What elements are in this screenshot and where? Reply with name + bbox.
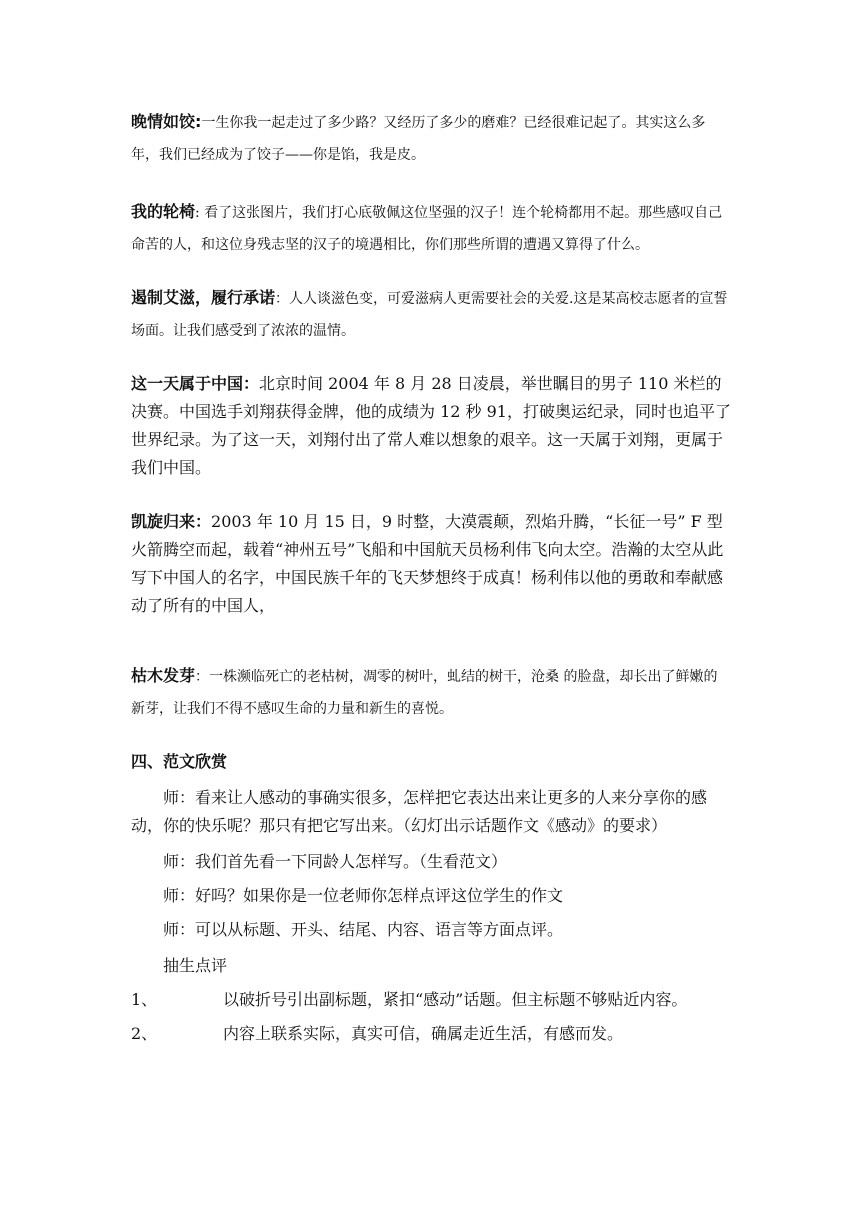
paragraph-text: : 看了这张图片，我们打心底敬佩这位坚强的汉子！连个轮椅都用不起。那些感叹自己命苦的人，和这位身残志坚的汉子的境遇相比，你们那些所谓的遭遇又算得了什么。 <box>131 205 723 253</box>
paragraph-label: 这一天属于中国： <box>131 374 260 393</box>
paragraph-triumphant-return <box>131 508 731 620</box>
paragraph-aids-pledge <box>131 282 731 347</box>
paragraph-my-wheelchair <box>131 196 731 261</box>
paragraph-label: 晚情如饺: <box>131 112 202 131</box>
list-item <box>131 986 731 1014</box>
list-item-number: 2、 <box>131 1024 158 1043</box>
paragraph-text: ：人人谈滋色变，可爱滋病人更需要社会的关爱.这是某高校志愿者的宣誓场面。让我们感受到了浓浓的温情。 <box>131 291 728 339</box>
paragraph-dead-tree-sprouts <box>131 660 731 725</box>
paragraph-text: 2003 年 10 月 15 日，9 时整，大漠震颠，烈焰升腾，“长征一号” F 型火箭腾空而起，载着“神州五号”飞船和中国航天员杨利伟飞向太空。浩瀚的太空从此写下中国人的名字，中国民族千年的飞天梦想终于成真！杨利伟以他的勇敢和奉献感动了所有的中国人， <box>131 512 724 615</box>
section-paragraph: 师：我们首先看一下同龄人怎样写。（生看范文） <box>163 852 508 871</box>
paragraph-label: 遏制艾滋，履行承诺 <box>131 288 276 307</box>
paragraph-label: 我的轮椅 <box>131 202 196 221</box>
paragraph-this-day-belongs-to-china <box>131 370 731 482</box>
list-item-text: 以破折号引出副标题，紧扣“感动”话题。但主标题不够贴近内容。 <box>223 990 688 1009</box>
paragraph-label: 凯旋归来： <box>131 512 212 531</box>
section-paragraph: 抽生点评 <box>163 956 228 975</box>
section-paragraph: 师：看来让人感动的事确实很多，怎样把它表达出来让更多的人来分享你的感动，你的快乐呢？那只有把它写出来。（幻灯出示话题作文《感动》的要求） <box>131 788 708 835</box>
section-paragraph: 师：好吗？如果你是一位老师你怎样点评这位学生的作文 <box>163 886 564 905</box>
list-item-text: 内容上联系实际，真实可信，确属走近生活，有感而发。 <box>223 1024 624 1043</box>
paragraph-text: 一生你我一起走过了多少路？又经历了多少的磨难？已经很难记起了。其实这么多年，我们已经成为了饺子——你是馅，我是皮。 <box>131 115 706 163</box>
list-item-number: 1、 <box>131 990 158 1009</box>
paragraph-text: 北京时间 2004 年 8 月 28 日凌晨，举世瞩目的男子 110 米栏的决赛。中国选手刘翔获得金牌，他的成绩为 12 秒 91，打破奥运纪录，同时也追平了世界纪录。为了这一天，刘翔付出了常人难以想象的艰辛。这一天属于刘翔，更属于我们中国。 <box>131 374 731 477</box>
section-heading: 四、范文欣赏 <box>131 752 228 771</box>
paragraph-text: ：一株濒临死亡的老枯树，凋零的树叶，虬结的树干，沧桑 的脸盘，却长出了鲜嫩的新芽，让我们不得不感叹生命的力量和新生的喜悦。 <box>131 669 718 717</box>
section-paragraph: 师：可以从标题、开头、结尾、内容、语言等方面点评。 <box>163 920 564 939</box>
paragraph-label: 枯木发芽 <box>131 666 196 685</box>
list-item <box>131 1020 731 1048</box>
paragraph-wanqing-rujiao <box>131 106 731 171</box>
